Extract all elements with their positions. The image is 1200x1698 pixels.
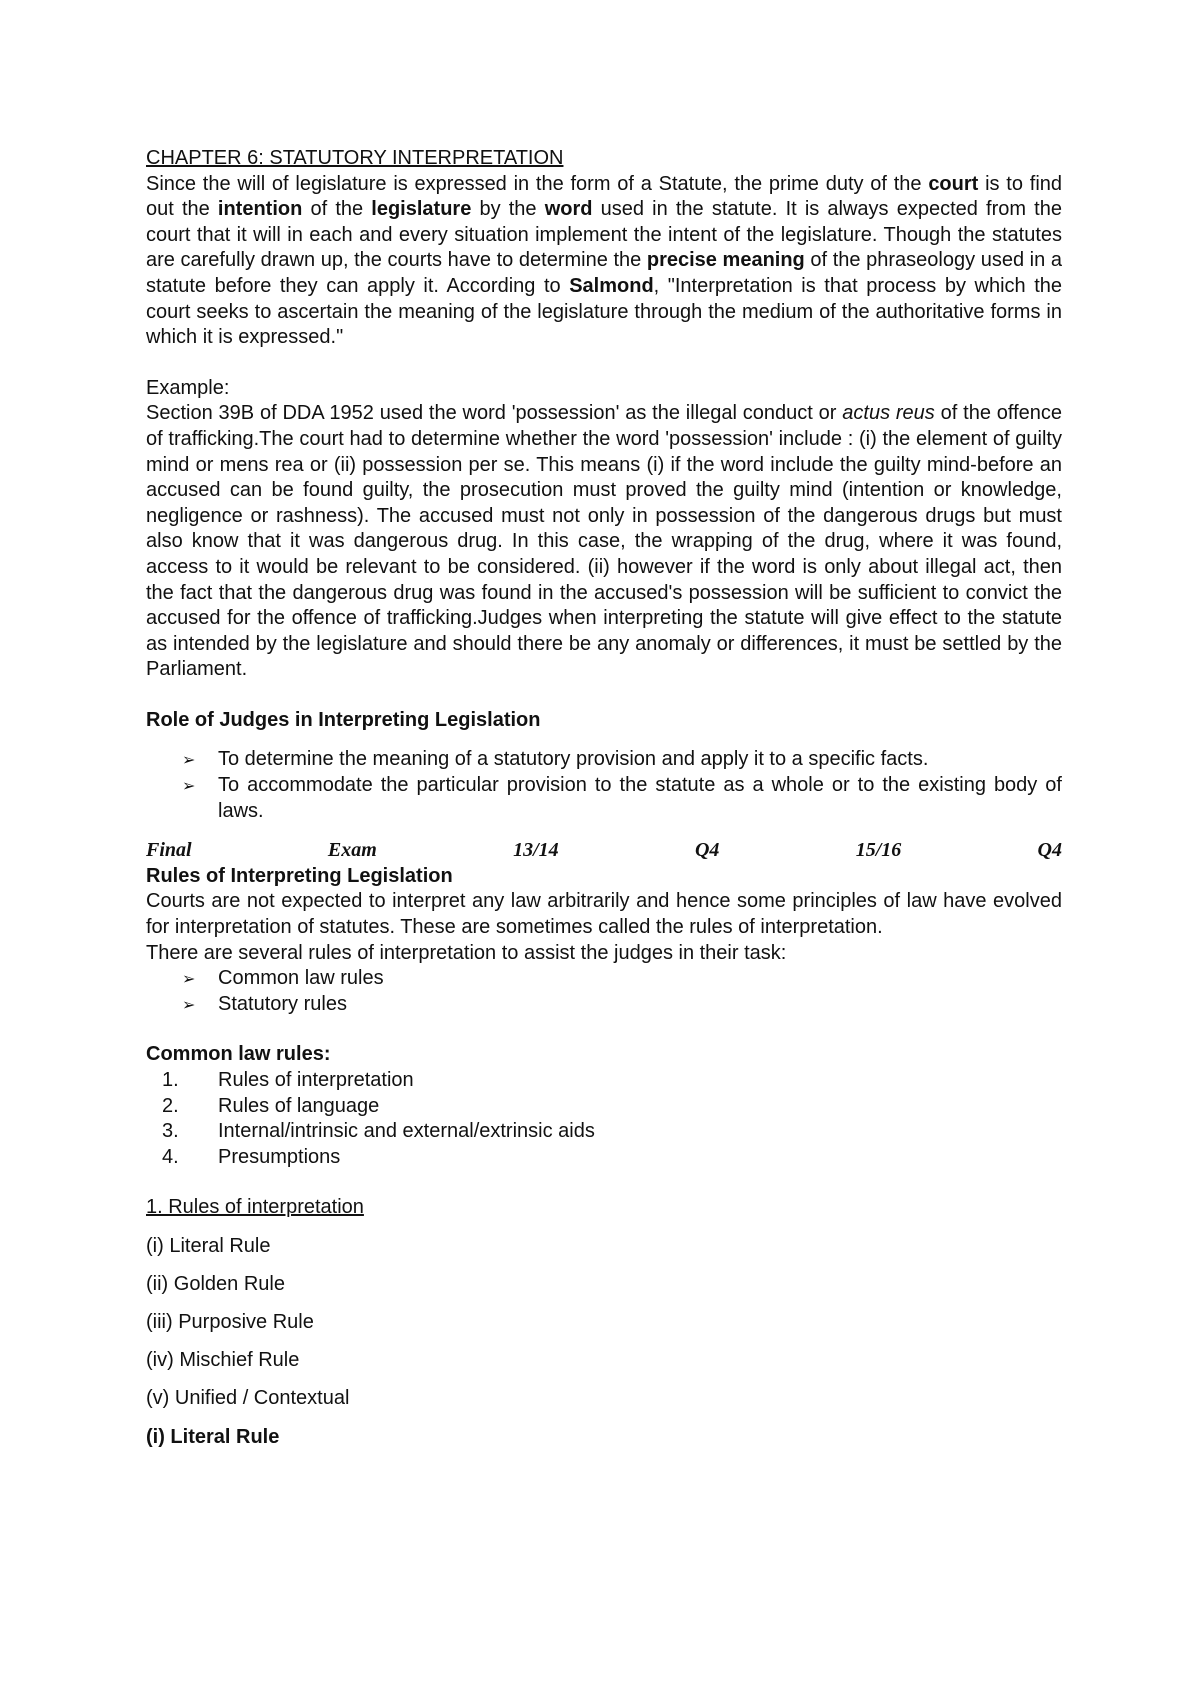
example-paragraph: [146, 401, 1062, 683]
list-number: 4.: [162, 1145, 179, 1168]
intro-paragraph: [146, 172, 1062, 351]
intro-bold-court: court: [928, 172, 979, 195]
list-number: 2.: [162, 1094, 179, 1117]
list-item: [146, 992, 1062, 1018]
spacer: [146, 1170, 1062, 1195]
list-item: [146, 1145, 1062, 1171]
list-item-text: Rules of language: [218, 1094, 380, 1117]
exam-word: Q4: [1037, 839, 1062, 862]
interp-heading: 1. Rules of interpretation: [146, 1196, 364, 1219]
rule-item: (iv) Mischief Rule: [146, 1349, 300, 1372]
exam-word: Exam: [327, 839, 377, 862]
intro-bold-salmond: Salmond: [569, 274, 654, 297]
exam-word: Final: [146, 839, 192, 862]
example-text-2: of the offence of trafficking.The court had to determine whether the word 'possession' include : (i) the element of guilty mind or mens rea or (ii) possession per se. This means (i) if the word include the guilty mind-before an accused can be found guilty, the prosecution must proved the guilty mind (intention or knowledge, negligence or rashness). The accused must not only in possession of the dangerous drugs but must also know that it was dangerous drug. In this case, the wrapping of the drug, where it was found, access to it would be relevant to be considered. (ii) however if the word is only about illegal act, then the fact that the dangerous drug was found in the accused's possession will be sufficient to convict the accused for the offence of trafficking.Judges when interpreting the statute will give effect to the statute as intended by the legislature and should there be any anomaly or differences, it must be settled by the Parliament.: [146, 402, 1063, 681]
spacer: [146, 351, 1062, 376]
list-item-text: To determine the meaning of a statutory provision and apply it to a specific facts.: [218, 748, 929, 771]
list-item-text: Statutory rules: [218, 992, 347, 1015]
intro-text-7: , "Interpretation is that process by which the court seeks to ascertain the meaning of the legislature through the medium of the authoritative forms in which it is expressed.": [146, 274, 1063, 349]
document-page: [146, 146, 1062, 1450]
common-law-heading-text: Common law rules:: [146, 1043, 331, 1066]
intro-text-3: of the: [302, 198, 372, 221]
rules-paragraph-1: Courts are not expected to interpret any law arbitrarily and hence some principles of law have evolved for interpretation of statutes. These are sometimes called the rules of interpretation.: [146, 890, 1062, 939]
list-item-text: Internal/intrinsic and external/extrinsic aids: [218, 1120, 595, 1143]
list-item: [146, 966, 1062, 992]
rules-paragraph-2: There are several rules of interpretation to assist the judges in their task:: [146, 941, 787, 964]
role-heading-text: Role of Judges in Interpreting Legislation: [146, 708, 541, 731]
list-number: 3.: [162, 1120, 179, 1143]
common-law-numbered-list: [146, 1068, 1062, 1170]
arrow-bullet-icon: ➢: [182, 994, 196, 1014]
intro-text-4: by the: [471, 198, 545, 221]
arrow-bullet-icon: ➢: [182, 750, 196, 770]
rule-item: (iii) Purposive Rule: [146, 1310, 314, 1333]
spacer: [146, 1017, 1062, 1042]
exam-reference-line: [146, 838, 1062, 864]
exam-word: Q4: [694, 839, 720, 862]
role-bullet-list: [146, 747, 1062, 824]
exam-word: 15/16: [855, 839, 902, 862]
intro-text-1: Since the will of legislature is expressed in the form of a Statute, the prime duty of the: [146, 172, 929, 195]
list-item: [146, 773, 1062, 824]
literal-rule-heading: [146, 1425, 1062, 1451]
rule-item: (i) Literal Rule: [146, 1234, 271, 1257]
rules-heading: [146, 864, 1062, 890]
example-text-1: Section 39B of DDA 1952 used the word 'possession' as the illegal conduct or: [146, 402, 843, 425]
list-item-text: To accommodate the particular provision to the statute as a whole or to the existing body of laws.: [218, 774, 1062, 822]
list-item-text: Rules of interpretation: [218, 1069, 414, 1091]
role-heading: [146, 708, 1062, 734]
rule-item: (ii) Golden Rule: [146, 1272, 285, 1295]
intro-text-2: is to find out the: [146, 172, 1063, 221]
spacer: [146, 733, 1062, 747]
rule-item: (v) Unified / Contextual: [146, 1387, 350, 1410]
list-number: 1.: [162, 1069, 179, 1091]
intro-bold-word: word: [544, 198, 593, 221]
literal-rule-heading-text: (i) Literal Rule: [146, 1425, 280, 1448]
chapter-title: CHAPTER 6: STATUTORY INTERPRETATION: [146, 147, 564, 169]
common-law-heading: [146, 1042, 1062, 1068]
list-item: [146, 1094, 1062, 1120]
intro-text-5: used in the statute. It is always expected from the court that it will in each and every situation implement the intent of the legislature. Though the statutes are carefully drawn up, the courts have to determine the: [146, 198, 1062, 272]
list-item-text: Presumptions: [218, 1145, 341, 1168]
example-italic-actus-reus: actus reus: [842, 402, 935, 425]
list-item-text: Common law rules: [218, 967, 384, 990]
example-label: Example:: [146, 376, 230, 399]
list-item: [146, 1068, 1062, 1094]
spacer: [146, 683, 1062, 708]
arrow-bullet-icon: ➢: [182, 776, 196, 796]
intro-bold-intention: intention: [217, 198, 303, 221]
intro-bold-precise-meaning: precise meaning: [646, 249, 805, 272]
intro-bold-legislature: legislature: [371, 198, 472, 221]
rules-bullet-list: [146, 966, 1062, 1017]
intro-text-6: of the phraseology used in a statute before they can apply it. According to: [146, 249, 1062, 297]
exam-word: 13/14: [513, 839, 559, 862]
list-item: [146, 747, 1062, 773]
arrow-bullet-icon: ➢: [182, 969, 196, 989]
list-item: [146, 1119, 1062, 1145]
rules-heading-text: Rules of Interpreting Legislation: [146, 864, 453, 887]
